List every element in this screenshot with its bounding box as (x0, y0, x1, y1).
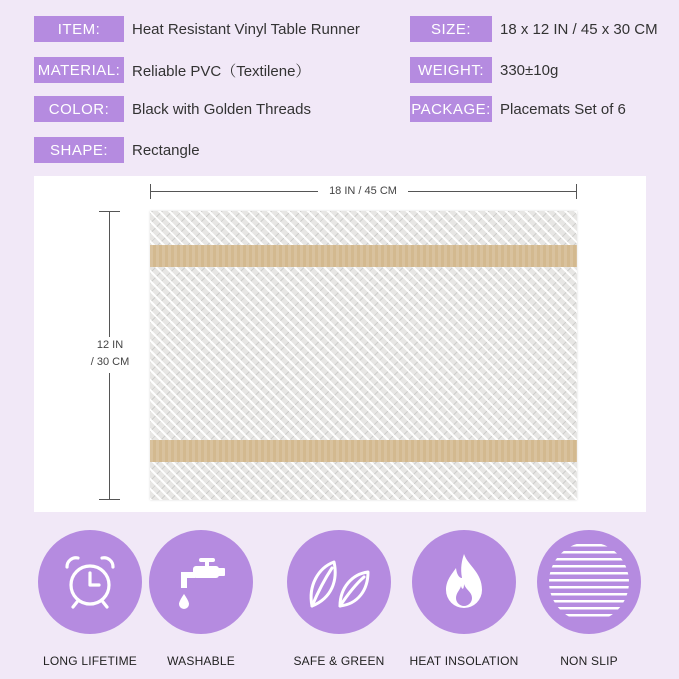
alarm-clock-icon (58, 550, 122, 614)
height-dimension-label (82, 337, 138, 373)
feature-label: HEAT INSOLATION (409, 654, 519, 668)
flame-icon (434, 550, 494, 614)
spec-value-size: 18 x 12 IN / 45 x 30 CM (500, 20, 658, 38)
placemat-stripe-top (150, 245, 577, 267)
feature-safe-green (284, 530, 394, 668)
height-dimension-tick-top (99, 211, 120, 212)
spec-value-item: Heat Resistant Vinyl Table Runner (132, 20, 360, 38)
feature-label: LONG LIFETIME (43, 654, 137, 668)
height-dimension-tick-bottom (99, 499, 120, 500)
height-dimension-label-line2: / 30 CM (90, 356, 130, 368)
feature-long-lifetime (35, 530, 145, 668)
spec-value-color: Black with Golden Threads (132, 100, 311, 118)
spec-label-size: SIZE: (410, 16, 492, 42)
height-dimension-label-line1: 12 IN (96, 339, 124, 351)
width-dimension-label: 18 IN / 45 CM (318, 183, 408, 199)
spec-label-shape: SHAPE: (34, 137, 124, 163)
spec-label-color: COLOR: (34, 96, 124, 122)
spec-value-weight: 330±10g (500, 61, 559, 79)
faucet-icon (169, 550, 233, 614)
width-dimension-tick-right (576, 184, 577, 199)
feature-label: SAFE & GREEN (293, 654, 385, 668)
stripes-icon (537, 530, 641, 634)
spec-value-material: Reliable PVC（Textilene） (132, 62, 311, 80)
spec-label-item: ITEM: (34, 16, 124, 42)
feature-heat-insolation (409, 530, 519, 668)
placemat-image (150, 211, 577, 500)
spec-label-material: MATERIAL: (34, 57, 124, 83)
spec-label-weight: WEIGHT: (410, 57, 492, 83)
leaves-icon (304, 550, 374, 614)
spec-value-shape: Rectangle (132, 141, 200, 159)
feature-circle (537, 530, 641, 634)
feature-circle (412, 530, 516, 634)
spec-label-package: PACKAGE: (410, 96, 492, 122)
spec-value-package: Placemats Set of 6 (500, 100, 626, 118)
feature-circle (38, 530, 142, 634)
feature-label: NON SLIP (560, 654, 618, 668)
feature-non-slip (534, 530, 644, 668)
feature-washable (146, 530, 256, 668)
feature-circle (287, 530, 391, 634)
width-dimension-tick-left (150, 184, 151, 199)
placemat-stripe-bottom (150, 440, 577, 462)
feature-label: WASHABLE (167, 654, 235, 668)
feature-circle (149, 530, 253, 634)
